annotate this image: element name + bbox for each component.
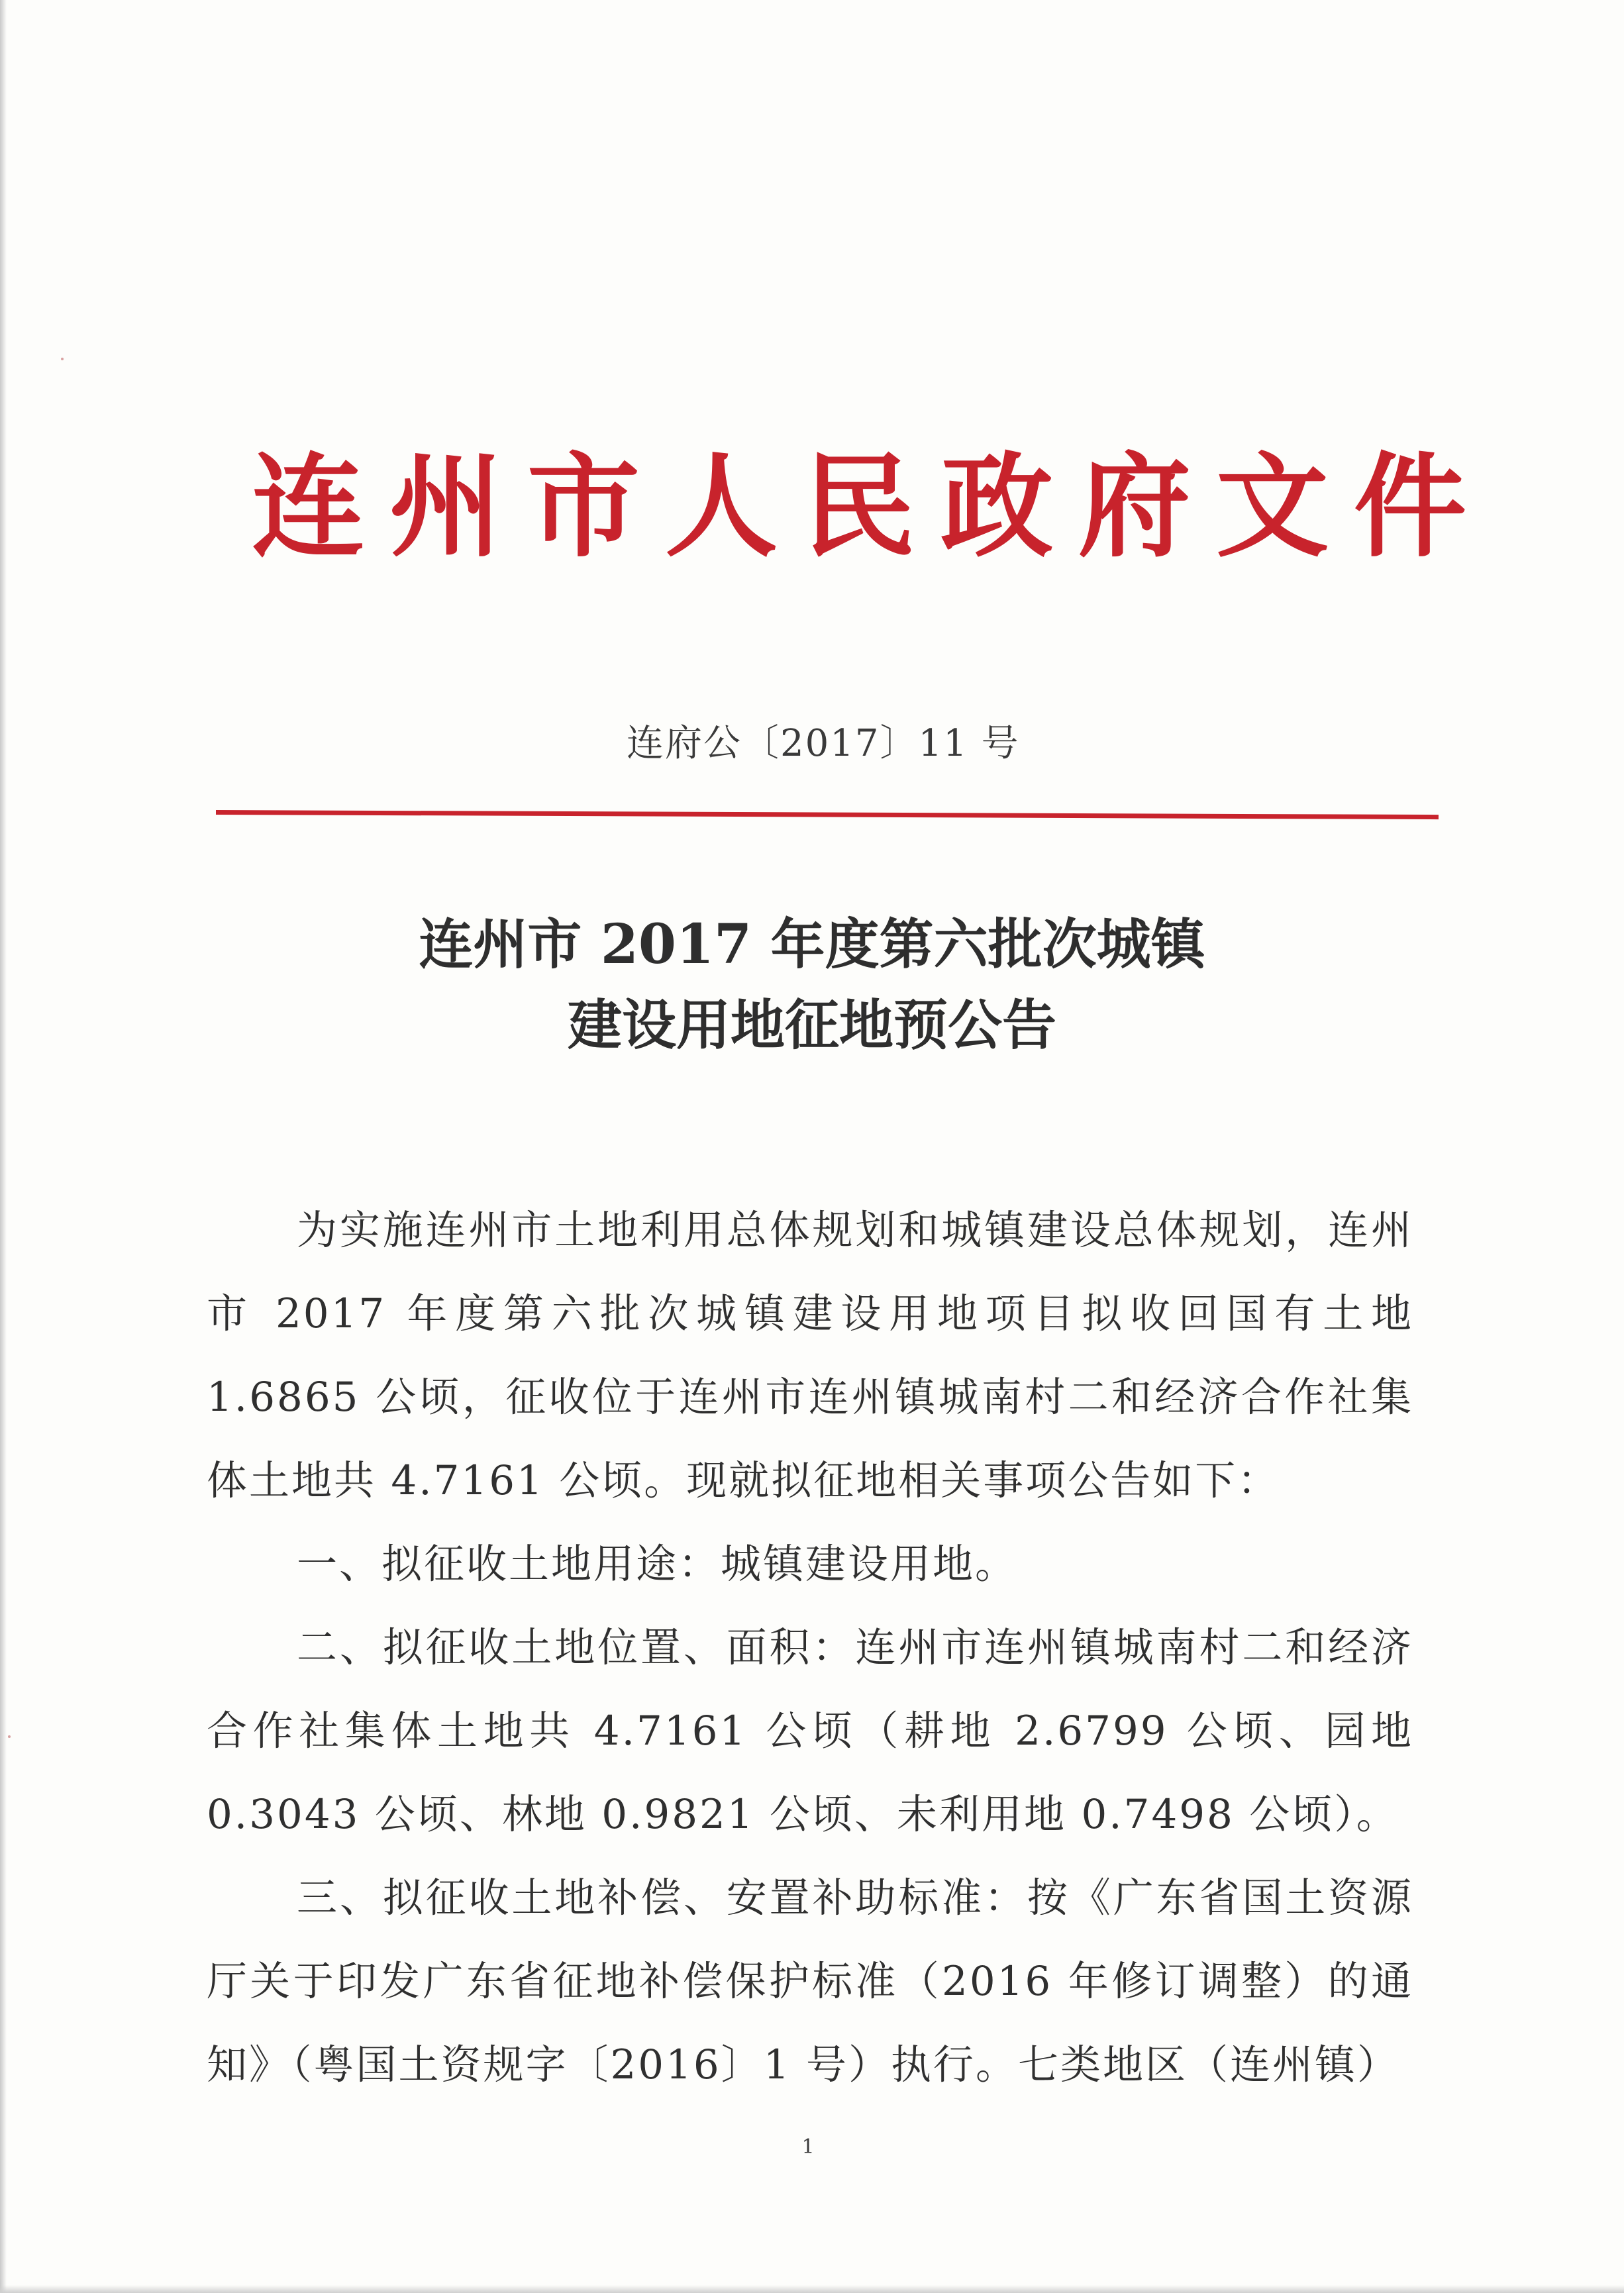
document-number: 连府公〔2017〕11 号 bbox=[627, 722, 1020, 765]
document-title-line-1: 连州市 2017 年度第六批次城镇 bbox=[419, 913, 1205, 976]
page-number: 1 bbox=[801, 2135, 815, 2159]
body-paragraph-intro: 为实施连州市土地利用总体规划和城镇建设总体规划，连州市 2017 年度第六批次城镇建设用地项目拟收回国有土地 1.6865 公顷，征收位于连州市连州镇城南村二和经济合作社集体土地共 4.7161 公顷。现就拟征地相关事项公告如下： bbox=[207, 1207, 1413, 1504]
red-separator-rule bbox=[216, 810, 1439, 819]
body-paragraph-item-1: 一、拟征收土地用途：城镇建设用地。 bbox=[297, 1541, 1018, 1588]
document-title-line-2: 建设用地征地预公告 bbox=[567, 994, 1056, 1057]
scan-speck bbox=[61, 358, 64, 360]
scan-speck bbox=[8, 1735, 11, 1738]
document-body bbox=[207, 1189, 1413, 2107]
document-title bbox=[199, 904, 1425, 1066]
scan-edge-bottom bbox=[0, 2285, 1624, 2293]
scan-edge-left bbox=[0, 0, 7, 2293]
body-paragraph-item-3: 三、拟征收土地补偿、安置补助标准：按《广东省国土资源厅关于印发广东省征地补偿保护标准（2016 年修订调整）的通知》（粤国土资规字〔2016〕1 号）执行。七类地区（连州镇） bbox=[207, 1874, 1413, 2088]
body-paragraph-item-2: 二、拟征收土地位置、面积：连州市连州镇城南村二和经济合作社集体土地共 4.7161 公顷（耕地 2.6799 公顷、园地 0.3043 公顷、林地 0.9821 公顷、未利用地 0.7498 公顷）。 bbox=[207, 1624, 1413, 1838]
document-masthead: 连州市人民政府文件 bbox=[252, 440, 1492, 573]
